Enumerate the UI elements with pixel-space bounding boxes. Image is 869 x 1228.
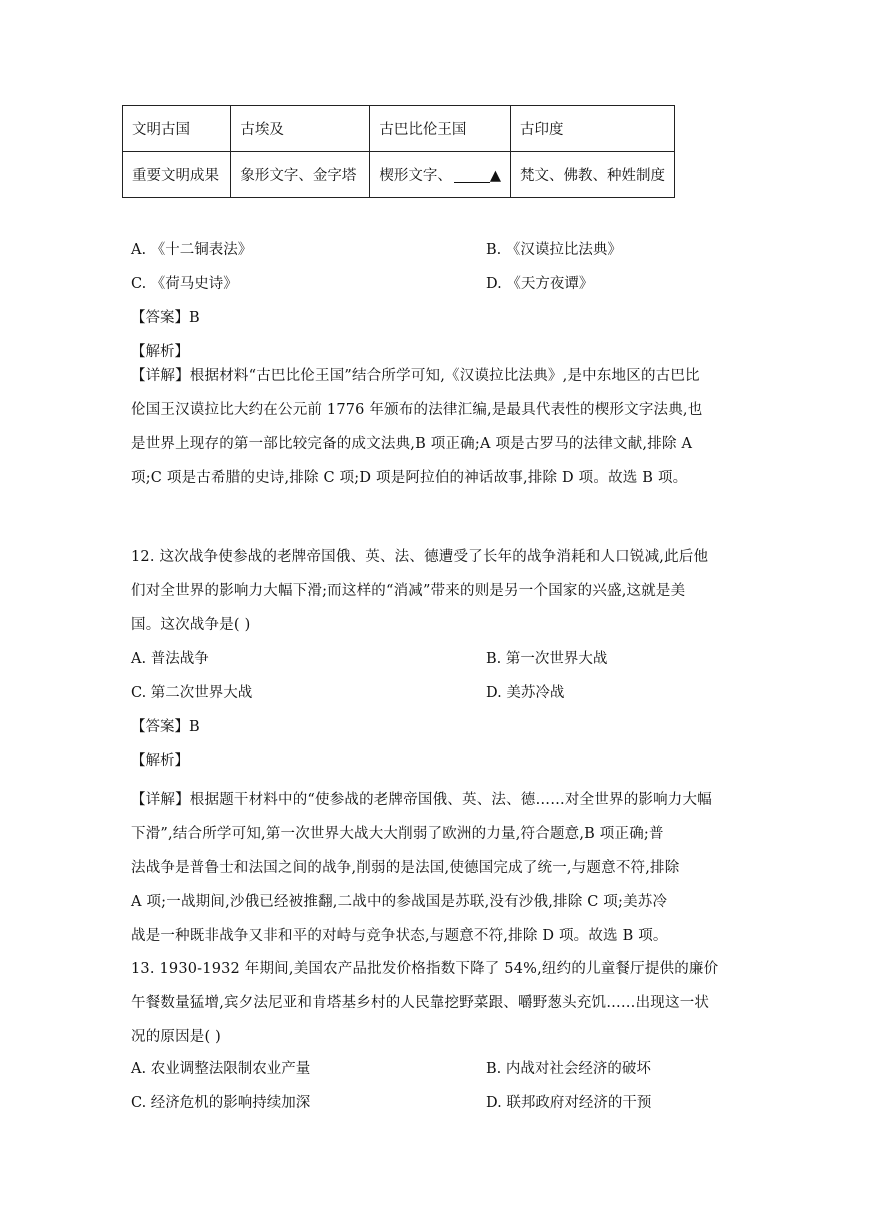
- text-line: 是世界上现存的第一部比较完备的成文法典,B 项正确;A 项是古罗马的法律文献,排除 A: [131, 436, 693, 452]
- q12-option-a: A. 普法战争: [131, 651, 209, 667]
- q12-stem: [131, 540, 743, 642]
- q13-option-b: B. 内战对社会经济的破坏: [486, 1061, 651, 1077]
- text-line: 伦国王汉谟拉比大约在公元前 1776 年颁布的法律汇编,是最具代表性的楔形文字法典,也: [131, 402, 703, 418]
- q12-analysis-heading: 【解析】: [131, 753, 189, 769]
- table-cell: 古印度: [511, 106, 675, 152]
- q11-option-d: D. 《天方夜谭》: [486, 276, 594, 292]
- text-line: 战是一种既非战争又非和平的对峙与竞争状态,与题意不符,排除 D 项。故选 B 项。: [131, 928, 668, 944]
- text-line: 况的原因是( ): [131, 1029, 222, 1045]
- civilization-table: [122, 105, 675, 198]
- q13-option-d: D. 联邦政府对经济的干预: [486, 1095, 652, 1111]
- text-line: 【详解】根据材料“古巴比伦王国”结合所学可知,《汉谟拉比法典》,是中东地区的古巴比: [131, 368, 700, 384]
- table-row: [123, 152, 675, 198]
- table-row: [123, 106, 675, 152]
- text-line: 13. 1930-1932 年期间,美国农产品批发价格指数下降了 54%,纽约的儿童餐厅提供的廉价: [131, 961, 719, 977]
- q11-option-a: A. 《十二铜表法》: [131, 242, 253, 258]
- text-line: A 项;一战期间,沙俄已经被推翻,二战中的参战国是苏联,没有沙俄,排除 C 项;美苏冷: [131, 894, 668, 910]
- fill-in-blank: [454, 166, 490, 183]
- q13-stem: [131, 952, 743, 1054]
- text-line: 项;C 项是古希腊的史诗,排除 C 项;D 项是阿拉伯的神话故事,排除 D 项。故选 B 项。: [131, 470, 688, 486]
- table-cell: 文明古国: [123, 106, 231, 152]
- q12-option-d: D. 美苏冷战: [486, 685, 565, 701]
- q13-option-c: C. 经济危机的影响持续加深: [131, 1095, 311, 1111]
- table-cell: 梵文、佛教、种姓制度: [511, 152, 675, 198]
- text-line: 下滑”,结合所学可知,第一次世界大战大大削弱了欧洲的力量,符合题意,B 项正确;普: [131, 826, 664, 842]
- text-line: 们对全世界的影响力大幅下滑;而这样的“消减”带来的则是另一个国家的兴盛,这就是美: [131, 583, 686, 599]
- text-line: 国。这次战争是( ): [131, 617, 251, 633]
- table-cell-with-blank: [370, 152, 511, 198]
- q13-option-a: A. 农业调整法限制农业产量: [131, 1061, 311, 1077]
- table-cell: 象形文字、金字塔: [231, 152, 370, 198]
- table-cell: 古巴比伦王国: [370, 106, 511, 152]
- text-line: 12. 这次战争使参战的老牌帝国俄、英、法、德遭受了长年的战争消耗和人口锐减,此后他: [131, 549, 709, 565]
- q12-option-b: B. 第一次世界大战: [486, 651, 608, 667]
- q12-option-c: C. 第二次世界大战: [131, 685, 253, 701]
- q11-analysis-heading: 【解析】: [131, 344, 189, 360]
- text-line: 【详解】根据题干材料中的“使参战的老牌帝国俄、英、法、德……对全世界的影响力大幅: [131, 792, 712, 808]
- q11-detail: [131, 359, 743, 495]
- triangle-mark: ▲: [489, 168, 501, 184]
- table-cell: 古埃及: [231, 106, 370, 152]
- text-line: 法战争是普鲁士和法国之间的战争,削弱的是法国,使德国完成了统一,与题意不符,排除: [131, 860, 680, 876]
- q11-answer: 【答案】B: [131, 310, 200, 326]
- text-line: 午餐数量猛增,宾夕法尼亚和肯塔基乡村的人民靠挖野菜跟、嚼野葱头充饥……出现这一状: [131, 995, 710, 1011]
- q12-answer: 【答案】B: [131, 719, 200, 735]
- q11-option-c: C. 《荷马史诗》: [131, 276, 238, 292]
- table-cell: 重要文明成果: [123, 152, 231, 198]
- q11-option-b: B. 《汉谟拉比法典》: [486, 242, 622, 258]
- table-cell-text: 楔形文字、: [379, 168, 452, 184]
- q12-detail: [131, 783, 743, 953]
